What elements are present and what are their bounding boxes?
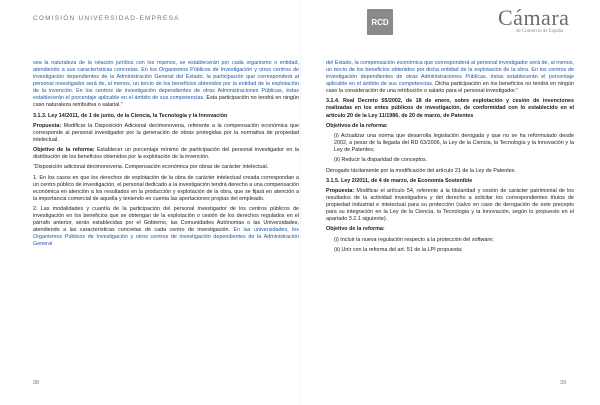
objective-label: Objetivo de la reforma: (33, 147, 95, 154)
left-item-2-blue: En las universidades, los Organismos Públicos de Investigación y otros centros de investigación dependientes de la Administración General (33, 227, 299, 248)
right-proposal-text: Modificar el artículo 54, referente a la titularidad y cesión de carácter patrimonial de los resultados de la actividad investigadora y del derecho a solicitar los correspondientes títulos de propiedad industrial e intelectual para su protección (salvo en caso de derogación de este precepto para su integración en la Ley de la Ciencia, la Tecnología y la Innovación, según lo propuesto en el apartado 3.2.1 siguiente). (326, 188, 574, 223)
right-proposal (326, 188, 574, 223)
left-p1-text: sea la naturaleza de la relación jurídica con los mismos, se establecerán por cada organismo o entidad, atendiendo a sus características concretas. En los Organismos Públicos de Investigación y otros centros de investigación dependientes de la Administración General del Estado, la participación que corresponderá al personal investigador será de, al menos, un tercio de los beneficios obtenidos por la entidad de la explotación de la invención. En los centros de investigación dependientes de otras Administraciones Públicas, éstas establecerán el porcentaje aplicable en el ámbito de sus competencias. (33, 60, 299, 102)
objective-text: Establecer un porcentaje mínimo de participación del personal investigador en la distribución de los beneficios obtenidos por la explotación de la invención. (33, 147, 299, 161)
page-number-right: 39 (560, 380, 567, 386)
page-gutter (300, 0, 301, 405)
camara-logo-word: Cámara (498, 5, 570, 30)
camara-logo-subtitle: de Comercio de España (516, 29, 564, 34)
objective-item-i: (i) Actualizar una norma que desarrolla legislación derogada y que no se ha reformulado desde 2002, a pesar de la llegada del RD 63/2006, la Ley de la Ciencia, la Tecnología y la Innovación y la Ley de Patentes; (334, 132, 574, 154)
left-item-1: 1. En los casos en que los derechos de explotación de la obra de carácter intelectual creada correspondan a un centro público de investigación, el personal dedicado a la investigación tendrá derecho a una compensación económica en atención a los resultados en la producción y explotación de la obra, que se fijará en atención a la importancia comercial de aquella y teniendo en cuenta las aportaciones propias del empleado. (33, 174, 299, 202)
header-title: COMISIÓN UNIVERSIDAD-EMPRESA (33, 15, 180, 22)
section-heading-3-1-5: 3.1.5. Ley 2/2011, de 4 de marzo, de Economía Sostenible (326, 177, 473, 184)
left-paragraph-1 (33, 60, 299, 109)
proposal-label: Propuesta: (33, 122, 62, 129)
derogation-note: Derogado tácitamente por la modificación del artículo 21 de la Ley de Patentes. (326, 167, 516, 174)
right-proposal-label: Propuesta: (326, 188, 355, 195)
proposal-text: Modificar la Disposición Adicional decimonovena, referente a la compensación económica que corresponde al personal investigador por la generación de obras protegidas por la normativa de propiedad intelectual. (33, 122, 299, 143)
left-item-2 (33, 206, 299, 248)
right-p1-blue: del Estado, la compensación económica que corresponderá al personal investigador será de, al menos, un tercio de los beneficios obtenidos por dicha entidad de la explotación de la obra. En los centros de investigación dependientes de otras Administraciones Públicas, éstas establecerán el porcentaje aplicable en el ámbito de sus competencias. (326, 60, 574, 88)
right-paragraph-1 (326, 60, 574, 95)
section-heading-3-1-3: 3.1.3. Ley 14/2011, de 1 de junio, de la Ciencia, la Tecnología y la Innovación (33, 112, 228, 119)
left-proposal (33, 123, 299, 144)
objective-item-ii: (ii) Reducir la disparidad de conceptos. (334, 157, 428, 164)
right-p1-tail: Dicha participación en los beneficios no tendrá en ningún caso la consideración de una retribución o salario para el personal investigador.” (326, 81, 574, 95)
objective-2-item-i: (i) Incluir la nueva regulación respecto a la protección del software; (334, 236, 494, 243)
left-item-2-text: 2. Las modalidades y cuantía de la participación del personal investigador de los centros públicos de investigación en los beneficios que se obtengan de la explotación o cesión de los derechos regulados en el párrafo anterior, serán establecidas por el Gobierno, las Comunidades Autónomas o las Universidades, atendiendo a las características concretas de cada centro de investigación. (33, 205, 299, 234)
objective-2-item-ii: (ii) Unir con la reforma del art. 51 de la LPI propuesta; (334, 246, 463, 253)
objective-heading-2: Objetivo de la reforma: (326, 226, 385, 233)
objectives-heading: Objetivos de la reforma: (326, 122, 388, 129)
left-page-column (33, 60, 299, 251)
page-number-left: 38 (33, 380, 40, 386)
camara-logo (498, 7, 576, 37)
left-objective (33, 147, 299, 161)
right-page-column (326, 60, 574, 257)
left-p1-tail: Esta participación no tendrá en ningún caso naturaleza retributiva o salarial.” (33, 95, 300, 109)
section-heading-3-1-4: 3.1.4. Real Decreto 55/2002, de 18 de enero, sobre explotación y cesión de invenciones realizadas en los entes públicos de investigación, de conformidad con lo establecido en el artículo 20 de la Ley 11/1986, de 20 de marzo, de Patentes (326, 98, 574, 119)
rcd-logo: RCD (367, 9, 393, 35)
left-quote-heading: “Disposición adicional decimonovena. Compensación económica por obras de carácter intelectual. (33, 164, 269, 171)
